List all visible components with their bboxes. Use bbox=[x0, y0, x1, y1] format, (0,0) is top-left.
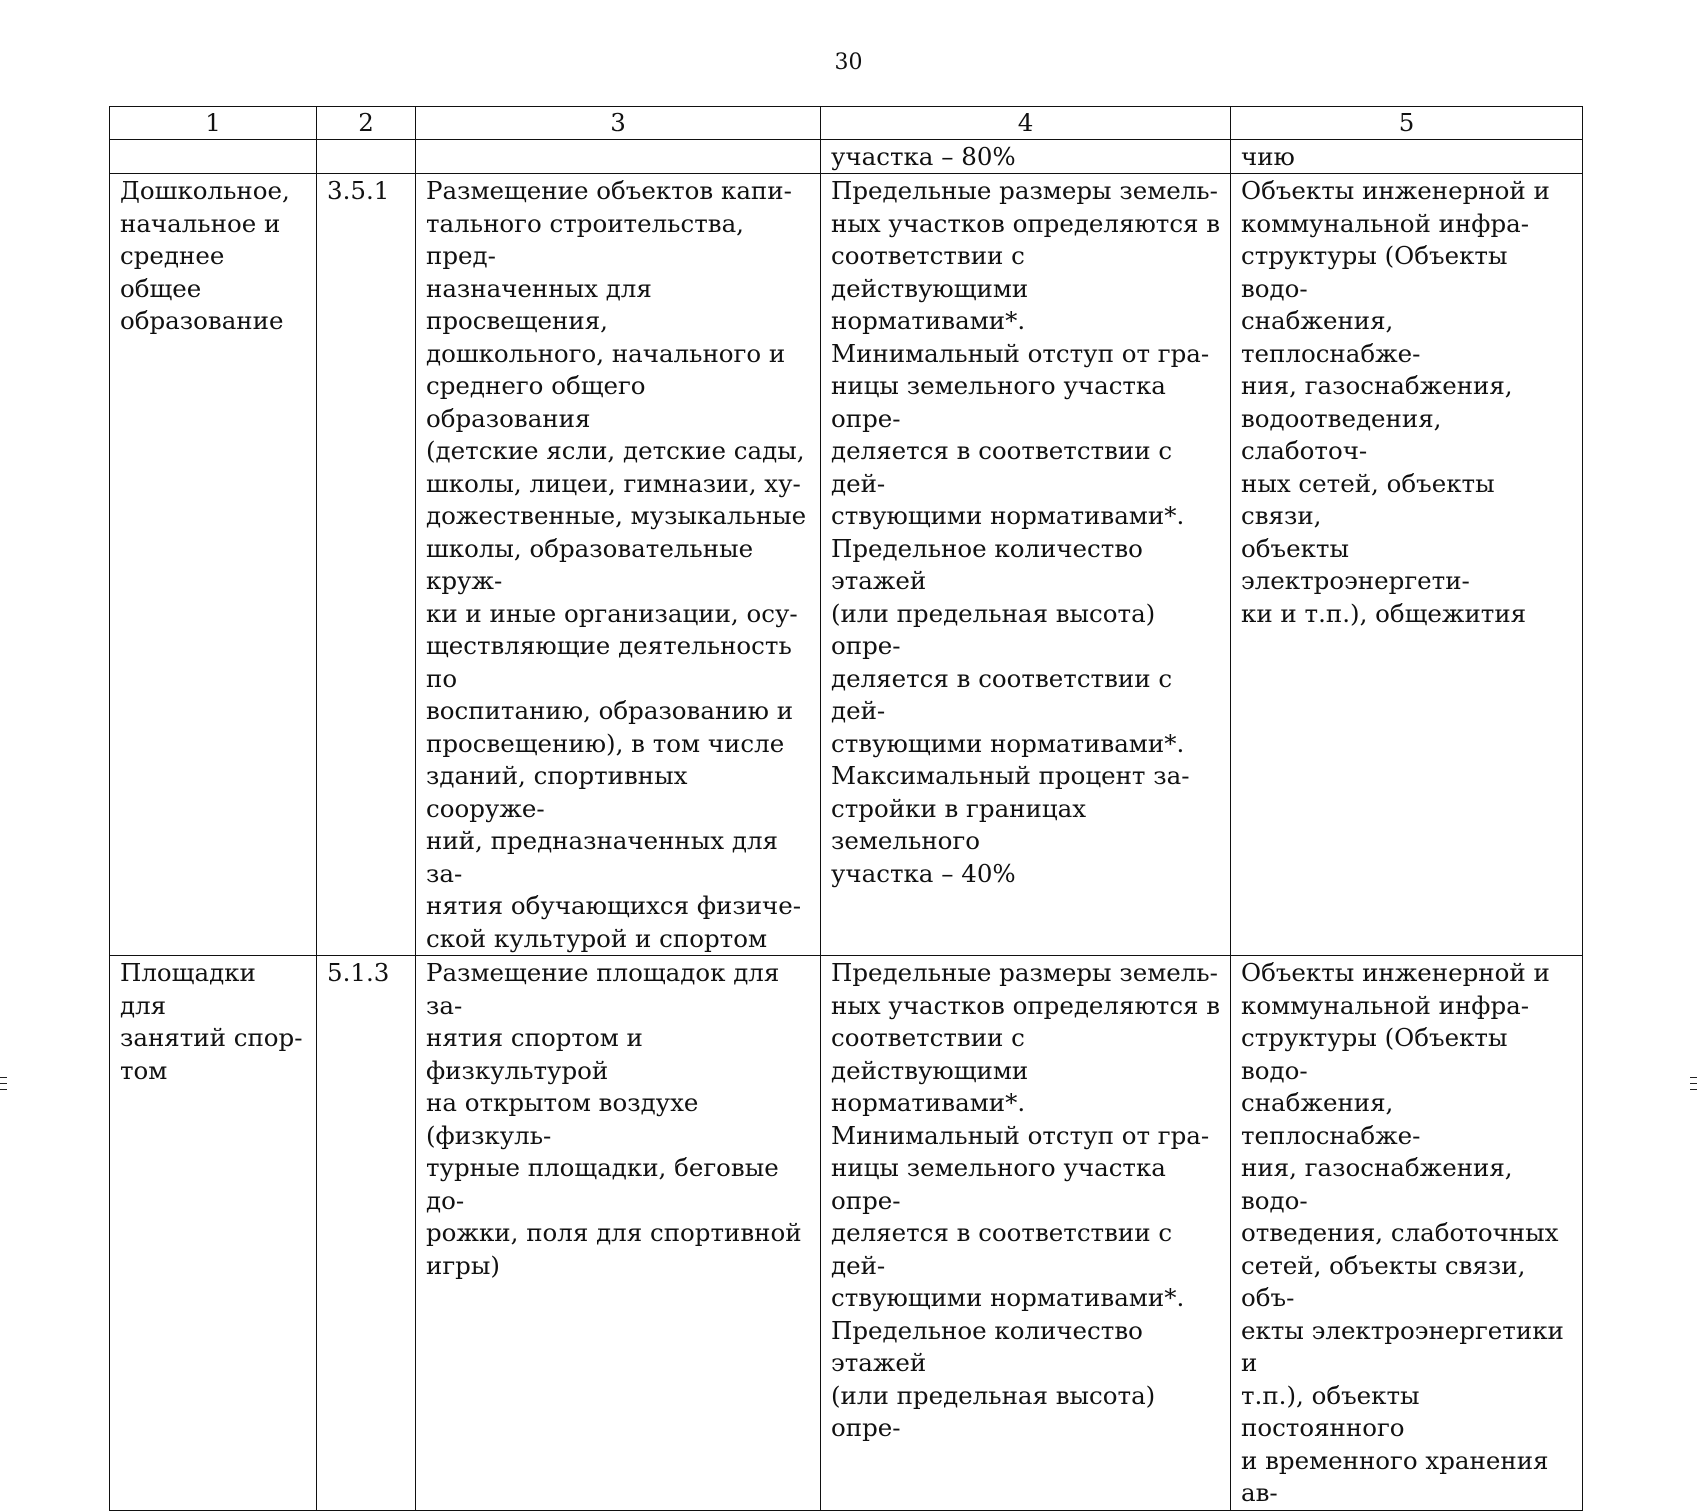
left-margin-mark bbox=[0, 1083, 7, 1084]
continuation-cell-code bbox=[317, 140, 416, 174]
column-header-1: 1 bbox=[110, 107, 317, 140]
land-use-table bbox=[109, 106, 1583, 1511]
right-margin-mark bbox=[1690, 1089, 1697, 1090]
continuation-cell-name bbox=[110, 140, 317, 174]
use-description: Размещение площадок для за- нятия спортом и физкультурой на открытом воздухе (физкуль- турные площадки, беговые до- рожки, поля для спортивной игры) bbox=[426, 958, 802, 1280]
use-parameters: Предельные размеры земель- ных участков определяются в соответствии с действующими нормативами*. Минимальный отступ от гра- ницы земельного участка опре- деляется в соответствии с дей- ствующими нормативами*. Предельное количество этажей (или предельная высота) опре- bbox=[831, 958, 1221, 1442]
table-row bbox=[110, 174, 1583, 956]
auxiliary-uses-cell bbox=[1231, 174, 1583, 956]
use-code-cell bbox=[317, 174, 416, 956]
table-row bbox=[110, 956, 1583, 1511]
auxiliary-uses-cell bbox=[1231, 956, 1583, 1511]
continuation-cell-description bbox=[416, 140, 821, 174]
use-description: Размещение объектов капи- тального строительства, пред- назначенных для просвещения, дошкольного, начального и среднего общего образования (детские ясли, детские сады, школы, лицеи, гимназии, ху- дожественные, музыкальные школы, образовательные круж- ки и иные организации, осу- ществляющие деятельность по воспитанию, образованию и просвещению), в том числе зданий, спортивных сооруже- ний, предназначенных для за- нятия обучающихся физиче- ской культурой и спортом bbox=[426, 176, 807, 953]
continuation-cell-parameters: участка – 80% bbox=[821, 140, 1231, 174]
table-header-row bbox=[110, 107, 1583, 140]
column-header-4: 4 bbox=[821, 107, 1231, 140]
continuation-cell-auxiliary: чию bbox=[1231, 140, 1583, 174]
auxiliary-uses: Объекты инженерной и коммунальной инфра- структуры (Объекты водо- снабжения, теплоснабже- ния, газоснабжения, водоотведения, слаботоч- ных сетей, объекты связи, объекты электроэнергети- ки и т.п.), общежития bbox=[1241, 176, 1550, 628]
column-header-2: 2 bbox=[317, 107, 416, 140]
use-parameters-cell bbox=[821, 174, 1231, 956]
right-margin-mark bbox=[1690, 1077, 1697, 1078]
use-name-cell bbox=[110, 174, 317, 956]
auxiliary-uses: Объекты инженерной и коммунальной инфра- структуры (Объекты водо- снабжения, теплоснабже- ния, газоснабжения, водо- отведения, слаботочных сетей, объекты связи, объ- екты электроэнергетики и т.п.), объекты постоянного и временного хранения ав- bbox=[1241, 958, 1564, 1507]
use-name: Площадки для занятий спор- том bbox=[120, 958, 303, 1085]
use-code: 5.1.3 bbox=[327, 958, 390, 987]
use-parameters-cell bbox=[821, 956, 1231, 1511]
right-margin-mark bbox=[1690, 1083, 1697, 1084]
table-row-continuation bbox=[110, 140, 1583, 174]
use-name-cell bbox=[110, 956, 317, 1511]
column-header-5: 5 bbox=[1231, 107, 1583, 140]
page-number: 30 bbox=[834, 50, 863, 75]
use-description-cell bbox=[416, 174, 821, 956]
use-name: Дошкольное, начальное и среднее общее образование bbox=[120, 176, 290, 335]
use-parameters: Предельные размеры земель- ных участков определяются в соответствии с действующими нормативами*. Минимальный отступ от гра- ницы земельного участка опре- деляется в соответствии с дей- ствующими нормативами*. Предельное количество этажей (или предельная высота) опре- деляется в соответствии с дей- ствующими нормативами*. Максимальный процент за- стройки в границах земельного участка – 40% bbox=[831, 176, 1221, 888]
column-header-3: 3 bbox=[416, 107, 821, 140]
left-margin-mark bbox=[0, 1089, 7, 1090]
left-margin-mark bbox=[0, 1077, 7, 1078]
use-code-cell bbox=[317, 956, 416, 1511]
use-description-cell bbox=[416, 956, 821, 1511]
use-code: 3.5.1 bbox=[327, 176, 390, 205]
